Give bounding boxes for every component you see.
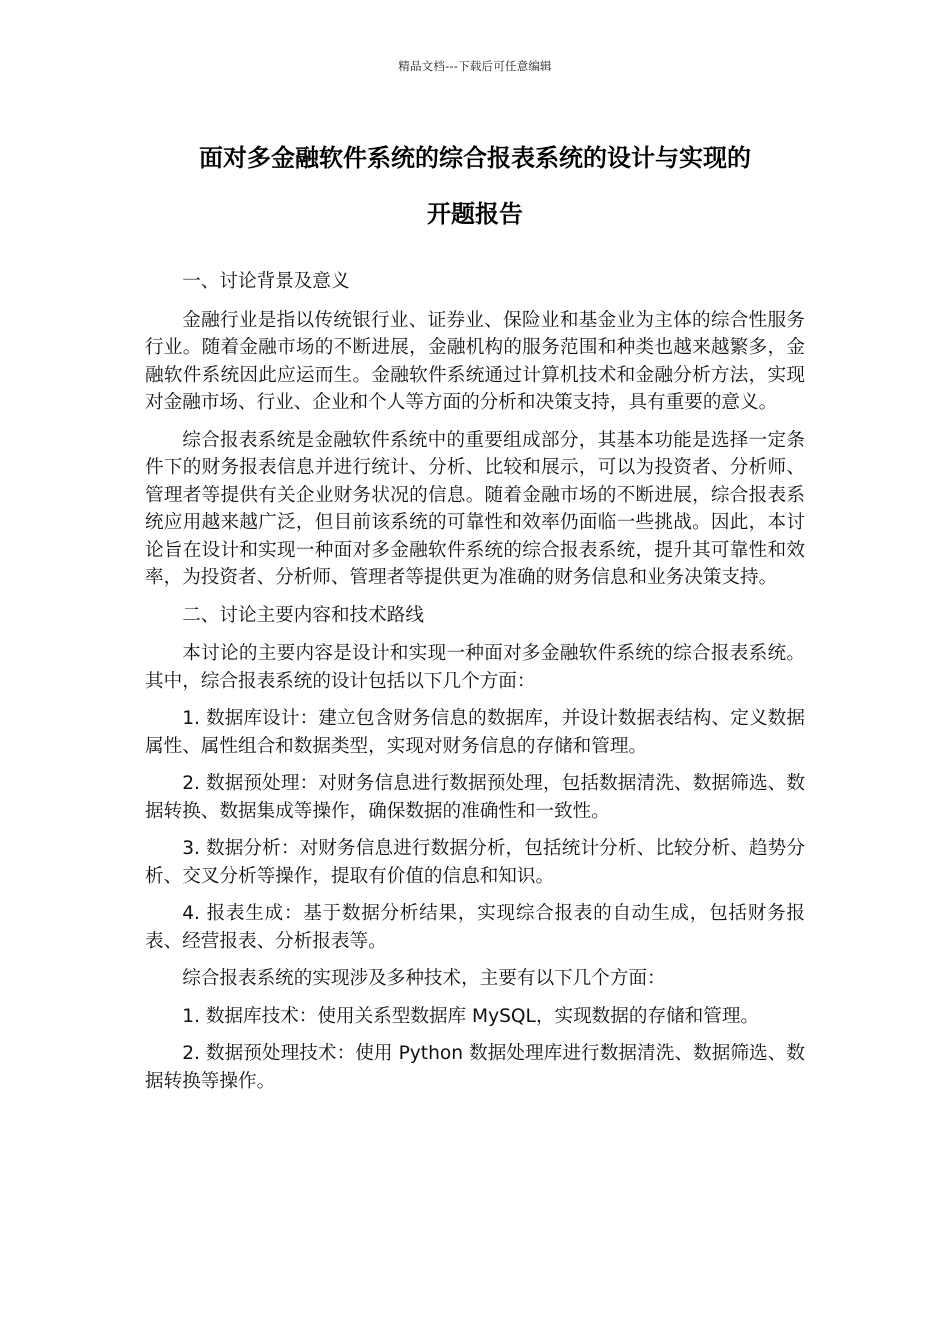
paragraph-implementation: 综合报表系统的实现涉及多种技术，主要有以下几个方面： xyxy=(182,968,666,989)
paragraph-report-system: 综合报表系统是金融软件系统中的重要组成部分，其基本功能是选择一定条件下的财务报表信息并进行统计、分析、比较和展示，可以为投资者、分析师、管理者等提供有关企业财务状况的信息。随着金融市场的不断进展，综合报表系统应用越来越广泛，但目前该系统的可靠性和效率仍面临一些挑战。因此，本讨论旨在设计和实现一种面对多金融软件系统的综合报表系统，提升其可靠性和效率，为投资者、分析师、管理者等提供更为准确的财务信息和业务决策支持。 xyxy=(145,429,805,588)
list-item-data-preprocessing: 2. 数据预处理：对财务信息进行数据预处理，包括数据清洗、数据筛选、数据转换、数据集成等操作，确保数据的准确性和一致性。 xyxy=(145,773,805,822)
header-note: 精品文档---下载后可任意编辑 xyxy=(398,59,552,73)
list-item-report-generation: 4. 报表生成：基于数据分析结果，实现综合报表的自动生成，包括财务报表、经营报表、分析报表等。 xyxy=(145,903,805,952)
section-heading-background: 一、讨论背景及意义 xyxy=(182,271,350,292)
paragraph-main-content: 本讨论的主要内容是设计和实现一种面对多金融软件系统的综合报表系统。其中，综合报表系统的设计包括以下几个方面： xyxy=(145,643,805,692)
section-heading-content: 二、讨论主要内容和技术路线 xyxy=(182,604,424,626)
document-title-line-2: 开题报告 xyxy=(427,200,523,228)
paragraph-financial-industry: 金融行业是指以传统银行业、证券业、保险业和基金业为主体的综合性服务行业。随着金融市场的不断进展，金融机构的服务范围和种类也越来越繁多，金融软件系统因此应运而生。金融软件系统通过计算机技术和金融分析方法，实现对金融市场、行业、企业和个人等方面的分析和决策支持，具有重要的意义。 xyxy=(145,309,805,413)
document-title-line-1: 面对多金融软件系统的综合报表系统的设计与实现的 xyxy=(199,144,751,172)
list-item-data-analysis: 3. 数据分析：对财务信息进行数据分析，包括统计分析、比较分析、趋势分析、交叉分析等操作，提取有价值的信息和知识。 xyxy=(145,838,805,887)
list-item-database-tech: 1. 数据库技术：使用关系型数据库 MySQL，实现数据的存储和管理。 xyxy=(182,1005,760,1027)
list-item-preprocessing-tech: 2. 数据预处理技术：使用 Python 数据处理库进行数据清洗、数据筛选、数据转换等操作。 xyxy=(145,1043,805,1092)
document-body xyxy=(145,268,805,1105)
list-item-database-design: 1. 数据库设计：建立包含财务信息的数据库，并设计数据表结构、定义数据属性、属性组合和数据类型，实现对财务信息的存储和管理。 xyxy=(145,708,805,757)
